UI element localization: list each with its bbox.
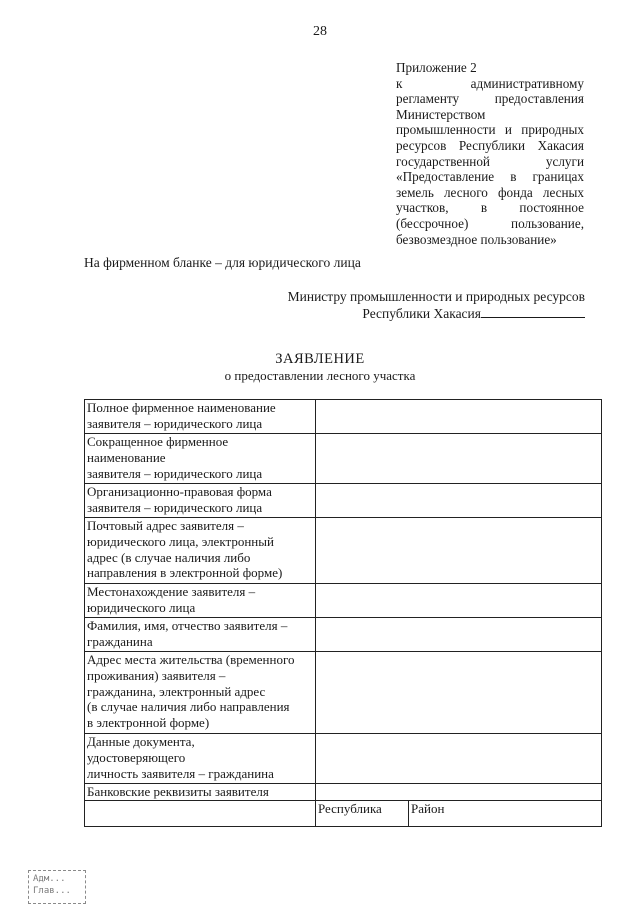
district-label: Район <box>409 801 602 827</box>
field-value-input[interactable] <box>316 400 602 434</box>
stamp-line: Адм... <box>33 874 66 884</box>
field-label-line: гражданина, электронный адрес <box>87 683 266 699</box>
field-label-line: гражданина <box>87 633 153 649</box>
appendix-line: регламенту предоставления <box>396 91 584 107</box>
field-label-empty[interactable] <box>85 801 316 827</box>
document-subtitle: о предоставлении лесного участка <box>224 368 416 383</box>
field-label-line: Банковские реквизиты заявителя <box>87 784 269 799</box>
application-form-table <box>84 399 602 827</box>
field-label <box>85 652 316 734</box>
field-label-line: Данные документа, <box>87 734 195 749</box>
field-label-line: проживания) заявителя – <box>87 667 226 683</box>
field-label-line: заявителя – юридического лица <box>87 465 263 481</box>
addressee-region: Республики Хакасия <box>362 306 481 321</box>
field-label <box>85 584 316 618</box>
appendix-line: участков, в постоянное <box>396 200 584 216</box>
appendix-line: (бессрочное) пользование, <box>396 215 584 231</box>
page-number: 28 <box>313 24 327 39</box>
field-value-input[interactable] <box>316 734 602 784</box>
field-value-input[interactable] <box>316 484 602 518</box>
field-label-line: Фамилия, имя, отчество заявителя – <box>87 618 288 633</box>
field-value-input[interactable] <box>316 518 602 584</box>
field-value-input[interactable] <box>316 652 602 734</box>
field-label-line: юридического лица, электронный <box>87 533 274 549</box>
appendix-line: государственной услуги <box>396 153 584 169</box>
field-value-input[interactable] <box>316 584 602 618</box>
table-row <box>85 652 602 734</box>
field-label-line: заявителя – юридического лица <box>87 499 263 515</box>
appendix-line: ресурсов Республики Хакасия <box>396 137 584 153</box>
field-label-line: в электронной форме) <box>87 715 210 731</box>
field-label <box>85 618 316 652</box>
appendix-line: Министерством <box>396 106 486 122</box>
table-row <box>85 518 602 584</box>
field-label-line: Полное фирменное наименование <box>87 400 276 415</box>
table-row <box>85 801 602 827</box>
table-row <box>85 434 602 484</box>
field-label-line: удостоверяющего <box>87 749 186 765</box>
addressee-line: Министру промышленности и природных ресурсов <box>287 289 585 304</box>
appendix-block <box>396 60 584 247</box>
field-label-line: Организационно-правовая форма <box>87 484 272 499</box>
appendix-line: безвозмездное пользование» <box>396 231 557 247</box>
table-row <box>85 618 602 652</box>
appendix-line: земель лесного фонда лесных <box>396 184 584 200</box>
table-row <box>85 734 602 784</box>
table-row <box>85 484 602 518</box>
field-value-input[interactable] <box>316 784 602 801</box>
table-row <box>85 400 602 434</box>
appendix-line: «Предоставление в границах <box>396 169 584 185</box>
field-label-line: (в случае наличия либо направления <box>87 699 290 715</box>
appendix-line: промышленности и природных <box>396 122 584 138</box>
registration-stamp <box>28 870 86 904</box>
appendix-line: Приложение 2 <box>396 60 477 75</box>
addressee-blank-field <box>481 305 585 318</box>
field-label-line: наименование <box>87 449 166 465</box>
document-title-block <box>0 350 640 384</box>
field-label <box>85 400 316 434</box>
field-label-line: Сокращенное фирменное <box>87 434 229 449</box>
field-label-line: Местонахождение заявителя – <box>87 584 256 599</box>
field-label <box>85 518 316 584</box>
field-label-line: адрес (в случае наличия либо <box>87 549 251 565</box>
field-value-input[interactable] <box>316 434 602 484</box>
field-label-line: Адрес места жительства (временного <box>87 652 295 667</box>
field-label-line: Почтовый адрес заявителя – <box>87 518 244 533</box>
field-label <box>85 784 316 801</box>
document-title: ЗАЯВЛЕНИЕ <box>275 351 365 367</box>
addressee-block <box>280 288 585 322</box>
appendix-line: к административному <box>396 75 584 91</box>
field-label-line: заявителя – юридического лица <box>87 415 263 431</box>
field-label-line: направления в электронной форме) <box>87 565 283 581</box>
table-row <box>85 784 602 801</box>
field-label <box>85 434 316 484</box>
field-label-line: юридического лица <box>87 599 196 615</box>
addressee-line <box>280 305 585 322</box>
letterhead-note: На фирменном бланке – для юридического лица <box>84 255 361 270</box>
field-value-input[interactable] <box>316 618 602 652</box>
republic-label: Республика <box>316 801 409 827</box>
field-label <box>85 484 316 518</box>
stamp-line: Глав... <box>33 886 71 896</box>
field-label <box>85 734 316 784</box>
table-row <box>85 584 602 618</box>
field-label-line: личность заявителя – гражданина <box>87 765 274 781</box>
